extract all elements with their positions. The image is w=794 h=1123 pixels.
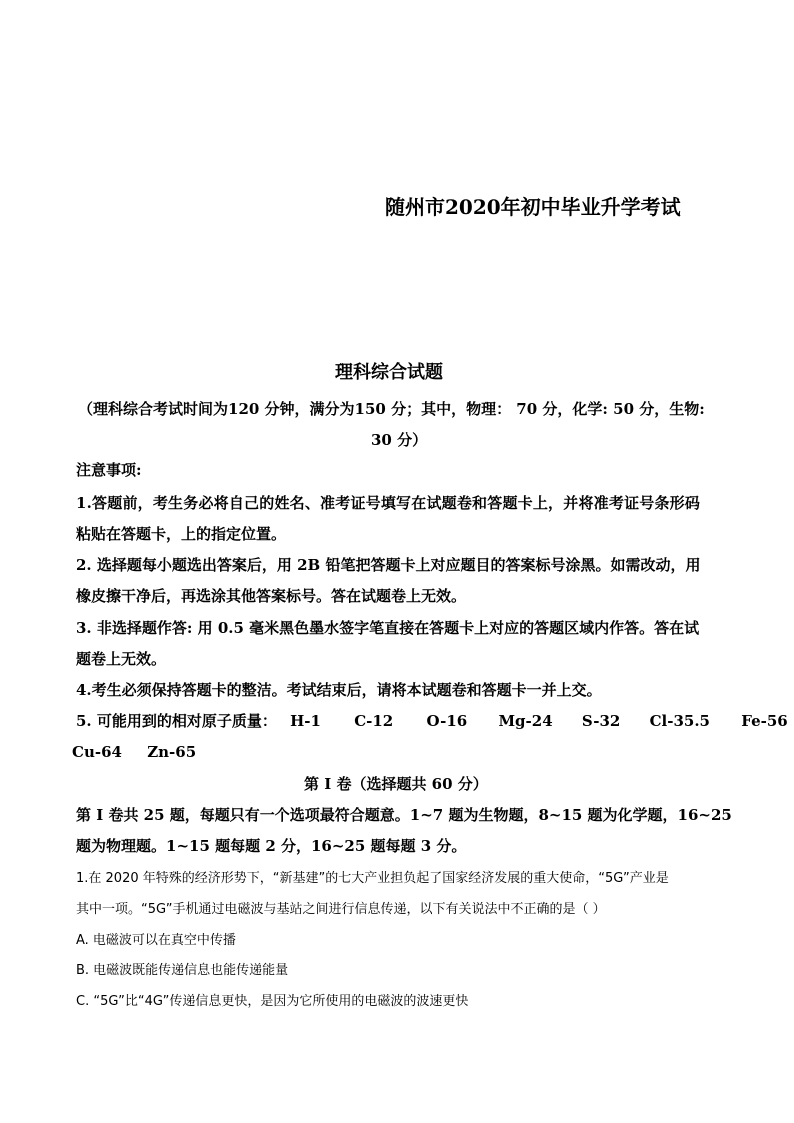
question-1-stem-line-2: 其中一项。“5G”手机通过电磁波与基站之间进行信息传递，以下有关说法中不正确的是（ ） [76,902,606,917]
note-3-line-1: 3. 非选择题作答: 用 0.5 毫米黑色墨水签字笔直接在答题卡上对应的答题区域内作答。答在试 [76,619,700,637]
question-1-option-b: B. 电磁波既能传递信息也能传递能量 [76,963,289,978]
question-1-stem-line-1: 1.在 2020 年特殊的经济形势下，“新基建”的七大产业担负起了国家经济发展的重大使命，“5G”产业是 [76,871,669,886]
atomic-mass-fe: Fe-56 [741,712,788,730]
atomic-mass-h: H-1 [290,712,321,730]
atomic-mass-mg: Mg-24 [498,712,553,730]
note-2-line-1: 2. 选择题每小题选出答案后，用 2B 铅笔把答题卡上对应题目的答案标号涂黑。如需改动，用 [76,556,701,574]
exam-duration-line-1 [78,402,720,417]
atomic-mass-row-2 [72,745,196,760]
section-1-intro-line-2: 题为物理题。1~15 题每题 2 分，16~25 题每题 3 分。 [76,837,467,855]
note-1-line-2: 粘贴在答题卡，上的指定位置。 [76,525,287,543]
section-1-intro-line-1: 第 I 卷共 25 题，每题只有一个选项最符合题意。1~7 题为生物题，8~15 题为化学题，16~25 [76,806,732,824]
section-1-title: 第 I 卷（选择题共 60 分） [304,775,488,793]
exam-title: 随州市2020年初中毕业升学考试 [385,195,681,219]
atomic-mass-cl: Cl-35.5 [649,712,710,730]
question-1-option-c: C. “5G”比“4G”传递信息更快，是因为它所使用的电磁波的波速更快 [76,994,469,1009]
exam-duration-line-2: 30 分） [371,431,428,449]
atomic-mass-cu: Cu-64 [72,743,122,761]
atomic-mass-row-1 [76,714,788,729]
note-1-line-1: 1.答题前，考生务必将自己的姓名、准考证号填写在试题卷和答题卡上，并将准考证号条形码 [76,494,701,512]
atomic-mass-o: O-16 [426,712,468,730]
note-4: 4.考生必须保持答题卡的整洁。考试结束后，请将本试题卷和答题卡一并上交。 [76,681,602,699]
subject-title: 理科综合试题 [335,362,443,383]
exam-duration-text: （理科综合考试时间为120 分钟，满分为150 分；其中，物理： 70 分，化学: 50 分，生物: [78,400,705,418]
atomic-mass-c: C-12 [354,712,394,730]
atomic-mass-zn: Zn-65 [147,743,197,761]
note-3-line-2: 题卷上无效。 [76,650,167,668]
atomic-mass-s: S-32 [581,712,621,730]
notes-heading: 注意事项: [76,461,142,479]
question-1-option-a: A. 电磁波可以在真空中传播 [76,933,236,948]
atomic-mass-label: 5. 可能用到的相对原子质量： [76,712,277,730]
note-2-line-2: 橡皮擦干净后，再选涂其他答案标号。答在试题卷上无效。 [76,587,467,605]
